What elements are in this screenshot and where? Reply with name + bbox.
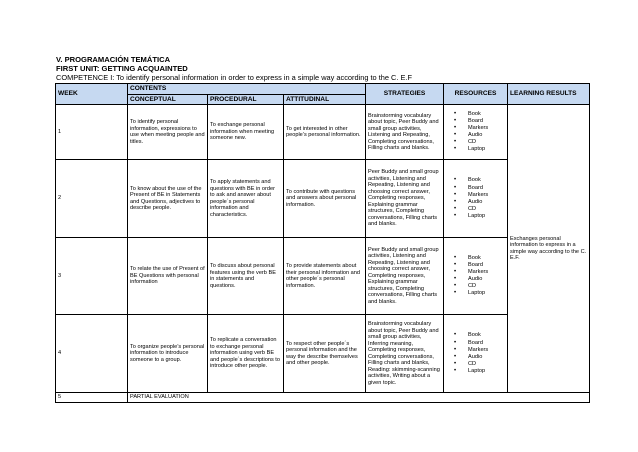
- header-conceptual: CONCEPTUAL: [128, 94, 208, 105]
- header-resources: RESOURCES: [444, 84, 508, 105]
- list-item: • Audio: [454, 354, 505, 361]
- list-item: • Markers: [454, 269, 505, 276]
- attitudinal-cell: To get interested in other people’s personal information.: [284, 105, 366, 160]
- list-item: • Audio: [454, 199, 505, 206]
- resources-list: [446, 111, 505, 154]
- list-item: • CD: [454, 361, 505, 368]
- table-row: [56, 105, 590, 160]
- conceptual-cell: To relate the use of Present of BE Questions with personal information: [128, 238, 208, 315]
- list-item: • Book: [454, 177, 505, 184]
- week-cell: 3: [56, 238, 128, 315]
- attitudinal-cell: To respect other people´s personal information and the way the describe themselves and other people.: [284, 315, 366, 393]
- attitudinal-cell: To contribute with questions and answers about personal information.: [284, 160, 366, 238]
- conceptual-cell: To organize people’s personal information to introduce someone to a group.: [128, 315, 208, 393]
- strategies-cell: Peer Buddy and small group activities, Listening and Repeating, Listening and choosing correct answer, Completing responses, Explaining grammar structures, Completing conversations, Filling charts and blanks.: [366, 160, 444, 238]
- header-row-1: [56, 84, 590, 95]
- header-contents: CONTENTS: [128, 84, 366, 95]
- list-item: • Board: [454, 118, 505, 125]
- week-cell: 1: [56, 105, 128, 160]
- table-row: [56, 393, 590, 403]
- section-title: V. PROGRAMACIÓN TEMÁTICA: [56, 55, 171, 64]
- header-procedural: PROCEDURAL: [208, 94, 284, 105]
- resources-list: [446, 332, 505, 375]
- header-strategies: STRATEGIES: [366, 84, 444, 105]
- header-learning-results: LEARNING RESULTS: [508, 84, 590, 105]
- partial-evaluation-cell: PARTIAL EVALUATION: [128, 393, 590, 403]
- list-item: • CD: [454, 139, 505, 146]
- list-item: • Laptop: [454, 290, 505, 297]
- list-item: • CD: [454, 283, 505, 290]
- resources-list: [446, 177, 505, 220]
- list-item: • Board: [454, 340, 505, 347]
- attitudinal-cell: To provide statements about their personal information and other people´s personal information.: [284, 238, 366, 315]
- header-attitudinal: ATTITUDINAL: [284, 94, 366, 105]
- list-item: • Laptop: [454, 368, 505, 375]
- resources-list: [446, 255, 505, 298]
- resources-cell: [444, 160, 508, 238]
- resources-cell: [444, 105, 508, 160]
- resources-cell: [444, 238, 508, 315]
- procedural-cell: To apply statements and questions with BE in order to ask and answer about people´s personal information and characteristics.: [208, 160, 284, 238]
- thematic-plan-table: [55, 83, 590, 403]
- list-item: • Audio: [454, 276, 505, 283]
- list-item: • Book: [454, 255, 505, 262]
- list-item: • Board: [454, 185, 505, 192]
- list-item: • Audio: [454, 132, 505, 139]
- procedural-cell: To discuss about personal features using the verb BE in statements and questions.: [208, 238, 284, 315]
- list-item: • Markers: [454, 125, 505, 132]
- learning-results-cell: Exchanges personal information to express in a simple way according to the C. E.F.: [508, 105, 590, 393]
- list-item: • Markers: [454, 192, 505, 199]
- list-item: • CD: [454, 206, 505, 213]
- conceptual-cell: To know about the use of the Present of BE in Statements and Questions, adjectives to describe people.: [128, 160, 208, 238]
- list-item: • Laptop: [454, 146, 505, 153]
- unit-title: FIRST UNIT: GETTING ACQUAINTED: [56, 64, 188, 73]
- strategies-cell: Brainstorming vocabulary about topic, Peer Buddy and small group activities, Listening and Repeating, Completing conversations, Filling charts and blanks.: [366, 105, 444, 160]
- strategies-cell: Peer Buddy and small group activities, Listening and Repeating, Listening and choosing correct answer, Completing responses, Explaining grammar structures, Completing conversations, Filling charts and blanks.: [366, 238, 444, 315]
- procedural-cell: To replicate a conversation to exchange personal information using verb BE and people´s descriptions to introduce other people.: [208, 315, 284, 393]
- strategies-cell: Brainstorming vocabulary about topic, Peer Buddy and small group activities, Inferring meaning, Completing responses, Completing conversations, Filling charts and blanks, Reading: skimming-scanning activities, Writing about a given topic.: [366, 315, 444, 393]
- conceptual-cell: To identify personal information, expressions to use when meeting people and titles.: [128, 105, 208, 160]
- list-item: • Book: [454, 111, 505, 118]
- week-cell: 5: [56, 393, 128, 403]
- header-week: WEEK: [56, 84, 128, 105]
- week-cell: 2: [56, 160, 128, 238]
- competence-statement: COMPETENCE I: To identify personal information in order to express in a simple way according to the C. E.F: [56, 73, 412, 82]
- procedural-cell: To exchange personal information when meeting someone new.: [208, 105, 284, 160]
- list-item: • Markers: [454, 347, 505, 354]
- resources-cell: [444, 315, 508, 393]
- list-item: • Book: [454, 332, 505, 339]
- list-item: • Board: [454, 262, 505, 269]
- week-cell: 4: [56, 315, 128, 393]
- list-item: • Laptop: [454, 213, 505, 220]
